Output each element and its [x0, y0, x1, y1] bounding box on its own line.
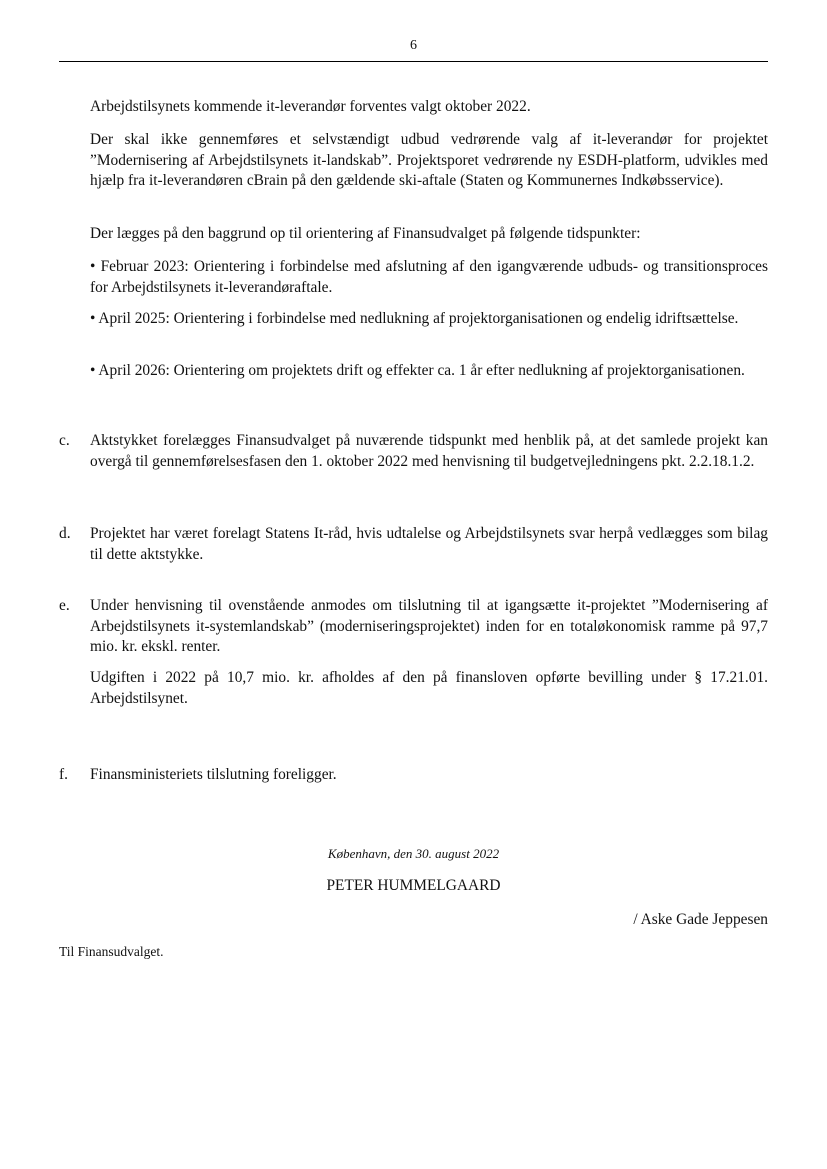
item-c-text: Aktstykket forelægges Finansudvalget på nuværende tidspunkt med henblik på, at det samlede projekt kan overgå til gennemførelsesfasen den 1. oktober 2022 med henvisning til budgetvejledningens pkt. 2.2.18.1.2.	[90, 432, 768, 470]
bullet-february-2023: • Februar 2023: Orientering i forbindelse med afslutning af den igangværende udbuds- og transitionsproces for Arbejdstilsynets it-leverandøraftale.	[90, 258, 768, 296]
page-number: 6	[410, 38, 417, 53]
recipient: Til Finansudvalget.	[59, 944, 164, 959]
item-e-letter: e.	[59, 597, 70, 614]
item-c-letter: c.	[59, 432, 70, 449]
paragraph-no-tender: Der skal ikke gennemføres et selvstændigt udbud vedrørende valg af it-leverandør for projektet ”Modernisering af Arbejdstilsynets it-landskab”. Projektsporet vedrørende ny ESDH-platform, udvikles med hjælp fra it-leverandøren cBrain på den gældende ski-aftale (Staten og Kommunernes Indkøbsservice).	[90, 131, 768, 189]
signee-name: / Aske Gade Jeppesen	[633, 911, 768, 928]
item-e-text: Under henvisning til ovenstående anmodes om tilslutning til at igangsætte it-projektet ”Modernisering af Arbejdstilsynets it-systemlandskab” (moderniseringsprojektet) inden for en totaløkonomisk ramme på 97,7 mio. kr. ekskl. renter.	[90, 597, 768, 655]
item-e-funding: Udgiften i 2022 på 10,7 mio. kr. afholdes af den på finansloven opførte bevilling under § 17.21.01. Arbejdstilsynet.	[90, 669, 768, 707]
place-date: København, den 30. august 2022	[327, 846, 500, 861]
bullet-april-2026: • April 2026: Orientering om projektets drift og effekter ca. 1 år efter nedlukning af projektorganisationen.	[90, 362, 745, 379]
item-f-text: Finansministeriets tilslutning foreligger.	[90, 766, 337, 783]
paragraph-orientation-intro: Der lægges på den baggrund op til orientering af Finansudvalget på følgende tidspunkter:	[90, 225, 641, 242]
paragraph-vendor-selection: Arbejdstilsynets kommende it-leverandør forventes valgt oktober 2022.	[90, 98, 531, 115]
item-d-text: Projektet har været forelagt Statens It-råd, hvis udtalelse og Arbejdstilsynets svar herpå vedlægges som bilag til dette aktstykke.	[90, 525, 768, 563]
bullet-april-2025: • April 2025: Orientering i forbindelse med nedlukning af projektorganisationen og endelig idriftsættelse.	[90, 310, 739, 327]
item-d-letter: d.	[59, 525, 71, 542]
minister-name: PETER HUMMELGAARD	[326, 877, 501, 894]
header-rule	[59, 61, 768, 62]
item-f-letter: f.	[59, 766, 68, 783]
